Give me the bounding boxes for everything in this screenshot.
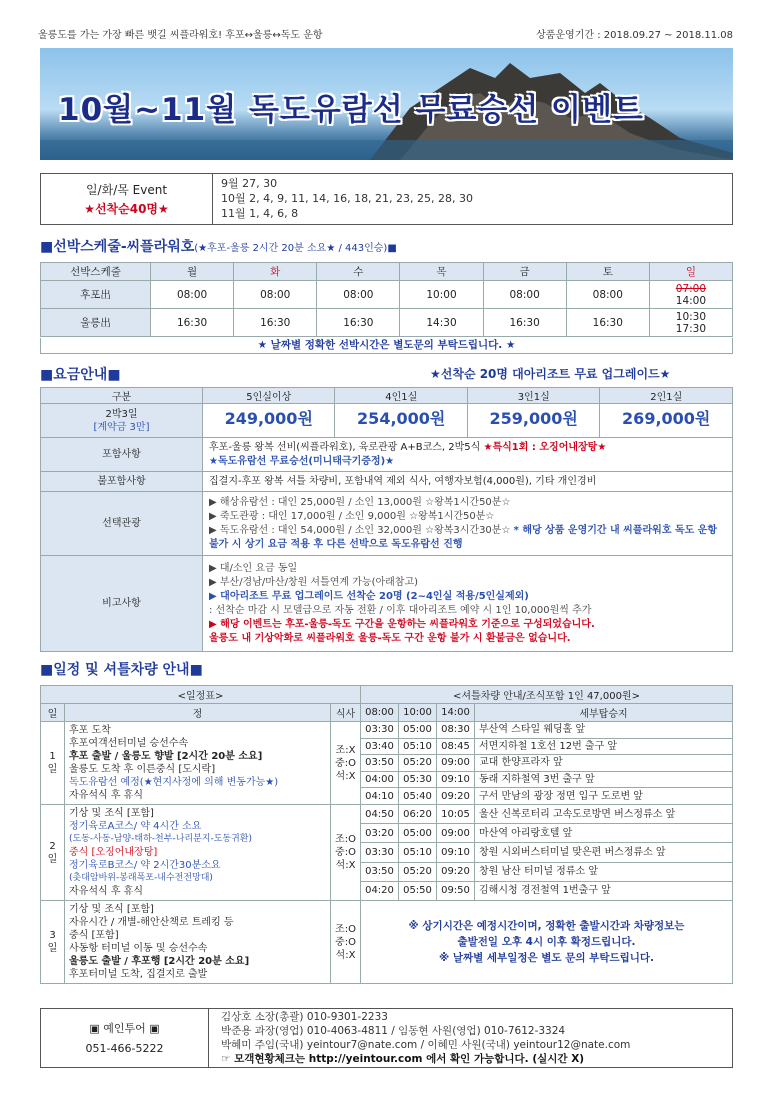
company-tel: 051-466-5222 [85,1042,164,1055]
tagline: 울릉도를 가는 가장 빠른 뱃길 씨플라워호! 후포↔울릉↔독도 운항 [38,30,323,41]
company-name: ▣ 예인투어 ▣ [89,1022,160,1035]
table-row: 울릉出 16:30 16:30 16:30 14:30 16:30 16:30 10:30 17:30 [41,309,733,337]
fee-section-title: ■요금안내■ [40,367,121,383]
banner-title: 10월~11월 독도유람선 무료승선 이벤트 [58,92,644,128]
banner [40,48,733,160]
price-4: 254,000원 [357,409,446,428]
ship-notice: ★ 날짜별 정확한 선박시간은 별도문의 부탁드립니다. ★ [40,338,733,354]
top-line [38,26,733,40]
contact-box: ▣ 예인투어 ▣ 051-466-5222 김상호 소장(총괄) 010-9301-2233 박준용 과장(영업) 010-4063-4811 / 임동현 사원(영업) 010-7612-3324 박혜미 주임(국내) yeintour7@nate.com / 이혜민 사원(국내) yeintour12@nate.com ☞ 모객현황체크는 http://yeintour.com 에서 확인 가능합니다. (실시간 X) [40,1008,733,1068]
table-row: 후포出 08:00 08:00 08:00 10:00 08:00 08:00 07:00 14:00 [41,281,733,309]
itinerary-section-title: ■일정 및 셔틀차량 안내■ [40,662,203,678]
price-2: 269,000원 [622,409,711,428]
ship-schedule-table: 선박스케줄 월 화 수 목 금 토 일 후포出 08:00 08:00 08:00 10:00 08:00 08:00 07:00 14:00 울릉出 16:30 16:30 16:30 14:30 16:30 16:30 10:30 17:30 [40,262,733,337]
event-label: 일/화/목 Event [85,183,168,197]
period: 상품운영기간 : 2018.09.27 ~ 2018.11.08 [536,30,733,41]
fee-promo: ★선착순 20명 대아리조트 무료 업그레이드★ [430,367,671,381]
event-box [40,173,733,225]
website-link[interactable]: ☞ 모객현황체크는 http://yeintour.com 에서 확인 가능합니다. (실시간 X) [221,1053,585,1065]
event-dates-nov: 11월 1, 4, 6, 8 [221,207,299,220]
price-5: 249,000원 [224,409,313,428]
ship-section-title: ■선박스케줄-씨플라워호(★후포-울릉 2시간 20분 소요★ / 443인승)■ [40,239,397,255]
ship-note: (★후포-울릉 2시간 20분 소요★ / 443인승)■ [194,243,397,254]
event-dates-sep: 9월 27, 30 [221,177,278,190]
price-3: 259,000원 [489,409,578,428]
event-badge: ★선착순40명★ [84,202,169,216]
fee-table: 구분 5인실이상 4인1실 3인1실 2인1실 2박3일 [계약금 3만] 249,000원 254,000원 259,000원 269,000원 포함사항 후포-울릉 왕복 선비(씨플라워호), 육로관광 A+B코스, 2박5식 ★특식1회 : 오징어내장탕★ ★독도유람선 무료승선(미니태극기증정)★ 불포함사항 집결지-후포 왕복 셔틀 차량비, 포함내역 제외 식사, 여행자보험(4,000원), 기타 개인경비 선택관광 ▶ 해상유람선 : 대인 25,000원 / 소인 13,000원 ☆왕복1시간50분☆ ▶ 죽도관광 : 대인 17,000원 / 소인 9,000원 ☆왕복1시간50분☆ ▶ 독도유람선 : 대인 54,000원 / 소인 32,000원 ☆왕복3시간30분☆ * 해당 상품 운영기간 내 씨플라워호 독도 운항 불가 시 상기 요금 적용 후 다른 선박으로 독도유람선 진행 비고사항 ▶ 대/소인 요금 동일 ▶ 부산/경남/마산/창원 셔틀연계 가능(아래참고) ▶ 대아리조트 무료 업그레이드 선착순 20명 (2~4인실 적용/5인실제외) : 선착순 마감 시 모델급으로 자동 전환 / 이후 대아리조트 예약 시 1인 10,000원씩 추가 ▶ 해당 이벤트는 후포-울릉-독도 구간을 운항하는 씨플라워호 기준으로 구성되었습니다. 울릉도 내 기상악화로 씨플라워호 울릉-독도 구간 운항 불가 시 환불금은 없습니다. [40,387,733,652]
itinerary-table: <일정표> <셔틀차량 안내/조식포함 1인 47,000원> 일 정 식사 08:00 10:00 14:00 세부탑승지 1 일 후포 도착 후포여객선터미널 승선수속 후포 출발 / 울릉도 향발 [2시간 20분 소요] 울릉도 도착 후 이른중식 [도시락] 독도유람선 예정(★현지사정에 의해 변동가능★) 자유석식 후 휴식 조:X 중:O 석:X 03:30 05:00 08:30 부산역 스타일 웨딩홀 앞 03:40 05:10 08:45 서면지하철 1호선 12번 출구 앞 03:50 05:20 09:00 교대 한양프라자 앞 04:00 05:30 09:10 동래 지하철역 3번 출구 앞 04:10 05:40 09:20 구서 만남의 광장 정면 입구 도로변 앞 2 일 기상 및 조식 [포함] 정기육로A코스/ 약 4시간 소요 (도동-사동-남양-태하-천부-나리분지-도동귀환) 중식 [오징어내장탕] 정기육로B코스/ 약 2시간30분소요 (촛대암바위-봉래폭포-내수전전망대) 자유석식 후 휴식 조:O 중:O 석:X 04:50 06:20 10:05 울산 신복로터리 고속도로방면 버스정류소 앞 03:20 05:00 09:00 마산역 아리랑호텔 앞 03:30 05:10 09:10 창원 시외버스터미널 맞은편 버스정류소 앞 03:50 05:20 09:20 창원 남산 터미널 정류소 앞 04:20 05:50 09:50 김해시청 경전철역 1번출구 앞 3 일 기상 및 조식 [포함] 자유시간 / 개별-해안산책로 트레킹 등 중식 [포함] 사동항 터미널 이동 및 승선수속 울릉도 출발 / 후포행 [2시간 20분 소요] 후포터미널 도착, 집결지로 출발 조:O 중:O 석:X ※ 상기시간은 예정시간이며, 정확한 출발시간과 차량정보는 출발전일 오후 4시 이후 확정드립니다. ※ 날짜별 세부일정은 별도 문의 부탁드립니다. [40,685,733,984]
event-dates-oct: 10월 2, 4, 9, 11, 14, 16, 18, 21, 23, 25, 28, 30 [221,192,474,205]
